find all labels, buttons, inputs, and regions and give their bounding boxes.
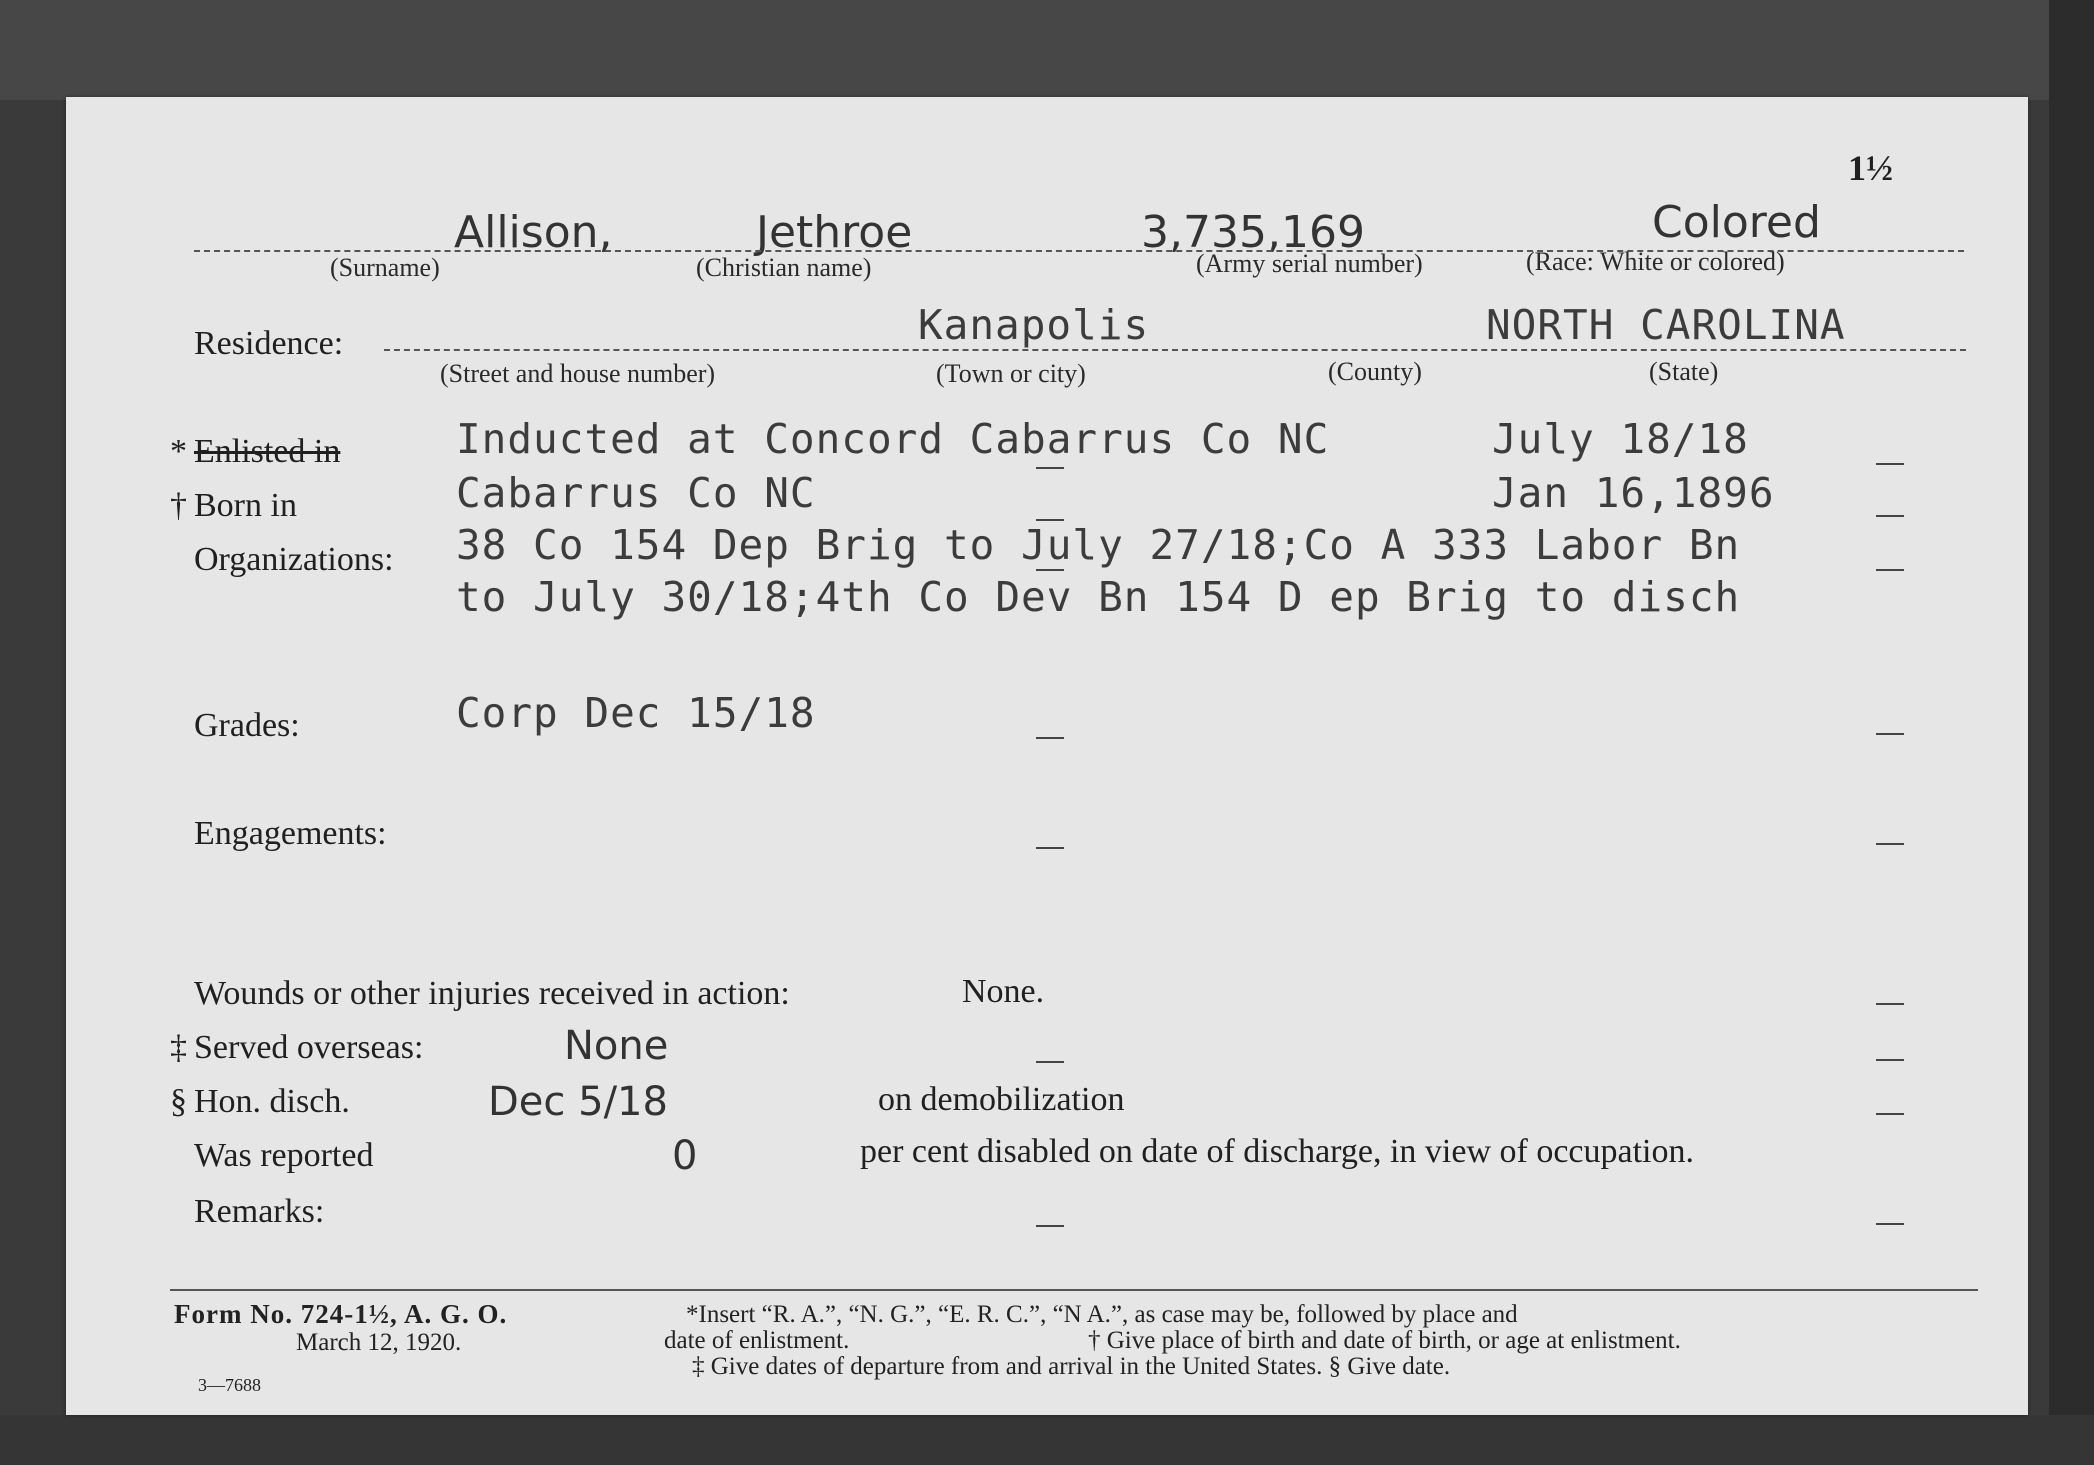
footer-rule <box>170 1289 1978 1291</box>
discharge-note: on demobilization <box>878 1081 1125 1118</box>
wounds-label: Wounds or other injuries received in action: <box>194 975 790 1012</box>
grades-label: Grades: <box>194 707 300 744</box>
print-number: 3—7688 <box>198 1375 261 1395</box>
county-caption: (County) <box>1328 357 1422 386</box>
enlisted-mid-mark <box>1036 467 1064 469</box>
enlisted-marker: * <box>170 433 187 470</box>
street-caption: (Street and house number) <box>440 359 716 388</box>
footnote-enlistment-cont: date of enlistment. <box>664 1327 850 1354</box>
reported-label: Was reported <box>194 1137 374 1174</box>
enlisted-date-value: July 18/18 <box>1492 415 1749 463</box>
form-date: March 12, 1920. <box>296 1329 462 1356</box>
service-record-card <box>66 97 2028 1415</box>
engagements-end-mark <box>1876 843 1904 845</box>
wounds-value: None. <box>962 973 1045 1010</box>
serial-number-value: 3,735,169 <box>1141 207 1365 258</box>
footnote-overseas-discharge: ‡ Give dates of departure from and arrival in the United States. § Give date. <box>692 1353 1451 1380</box>
residence-state-value: NORTH CAROLINA <box>1486 301 1846 349</box>
discharge-date-value: Dec 5/18 <box>488 1079 668 1125</box>
reported-note: per cent disabled on date of discharge, in view of occupation. <box>860 1133 1694 1170</box>
engagements-mid-mark <box>1036 847 1064 849</box>
enlisted-end-mark <box>1876 463 1904 465</box>
organizations-line-1: 38 Co 154 Dep Brig to July 27/18;Co A 333 Labor Bn <box>456 521 1741 569</box>
residence-rule <box>384 349 1966 351</box>
card-number: 1½ <box>1848 148 1893 188</box>
born-label: Born in <box>194 487 297 524</box>
scan-background-right <box>2049 0 2094 1465</box>
residence-town-value: Kanapolis <box>918 301 1150 349</box>
surname-caption: (Surname) <box>330 253 440 282</box>
organizations-line-2: to July 30/18;4th Co Dev Bn 154 D ep Brig to disch <box>456 573 1741 621</box>
discharge-label: Hon. disch. <box>194 1083 350 1120</box>
overseas-value: None <box>564 1023 669 1069</box>
discharge-marker: § <box>170 1083 187 1120</box>
born-marker: † <box>170 487 187 524</box>
remarks-end-mark <box>1876 1223 1904 1225</box>
footnote-enlistment: *Insert “R. A.”, “N. G.”, “E. R. C.”, “N A.”, as case may be, followed by place and <box>686 1301 1518 1328</box>
state-caption: (State) <box>1649 357 1719 386</box>
grades-value: Corp Dec 15/18 <box>456 689 816 737</box>
christian-name-value: Jethroe <box>756 207 913 258</box>
grades-mid-mark <box>1036 737 1064 739</box>
remarks-mid-mark <box>1036 1225 1064 1227</box>
scan-background-top <box>0 0 2094 100</box>
discharge-end-mark <box>1876 1113 1904 1115</box>
wounds-end-mark <box>1876 1003 1904 1005</box>
grades-end-mark <box>1876 733 1904 735</box>
overseas-end-mark <box>1876 1059 1904 1061</box>
remarks-label: Remarks: <box>194 1193 325 1230</box>
serial-caption: (Army serial number) <box>1196 249 1423 278</box>
enlisted-place-value: Inducted at Concord Cabarrus Co NC <box>456 415 1330 463</box>
christian-name-caption: (Christian name) <box>696 253 872 282</box>
overseas-label: Served overseas: <box>194 1029 424 1066</box>
race-caption: (Race: White or colored) <box>1526 247 1785 276</box>
form-number: Form No. 724-1½, A. G. O. <box>174 1299 508 1329</box>
overseas-mid-mark <box>1036 1061 1064 1063</box>
race-value: Colored <box>1652 197 1821 248</box>
born-date-value: Jan 16,1896 <box>1492 469 1775 517</box>
surname-value: Allison, <box>454 207 613 258</box>
organizations-label: Organizations: <box>194 541 394 578</box>
town-caption: (Town or city) <box>936 359 1086 388</box>
organizations-end-mark <box>1876 569 1904 571</box>
engagements-label: Engagements: <box>194 815 387 852</box>
footnote-birth: † Give place of birth and date of birth, or age at enlistment. <box>1088 1327 1681 1354</box>
born-place-value: Cabarrus Co NC <box>456 469 816 517</box>
residence-label: Residence: <box>194 325 344 362</box>
reported-value: 0 <box>672 1133 698 1179</box>
overseas-marker: ‡ <box>170 1029 187 1066</box>
organizations-mid-mark <box>1036 569 1064 571</box>
enlisted-label: Enlisted in <box>194 433 341 470</box>
born-end-mark <box>1876 515 1904 517</box>
scan-background-bottom <box>0 1415 2094 1465</box>
